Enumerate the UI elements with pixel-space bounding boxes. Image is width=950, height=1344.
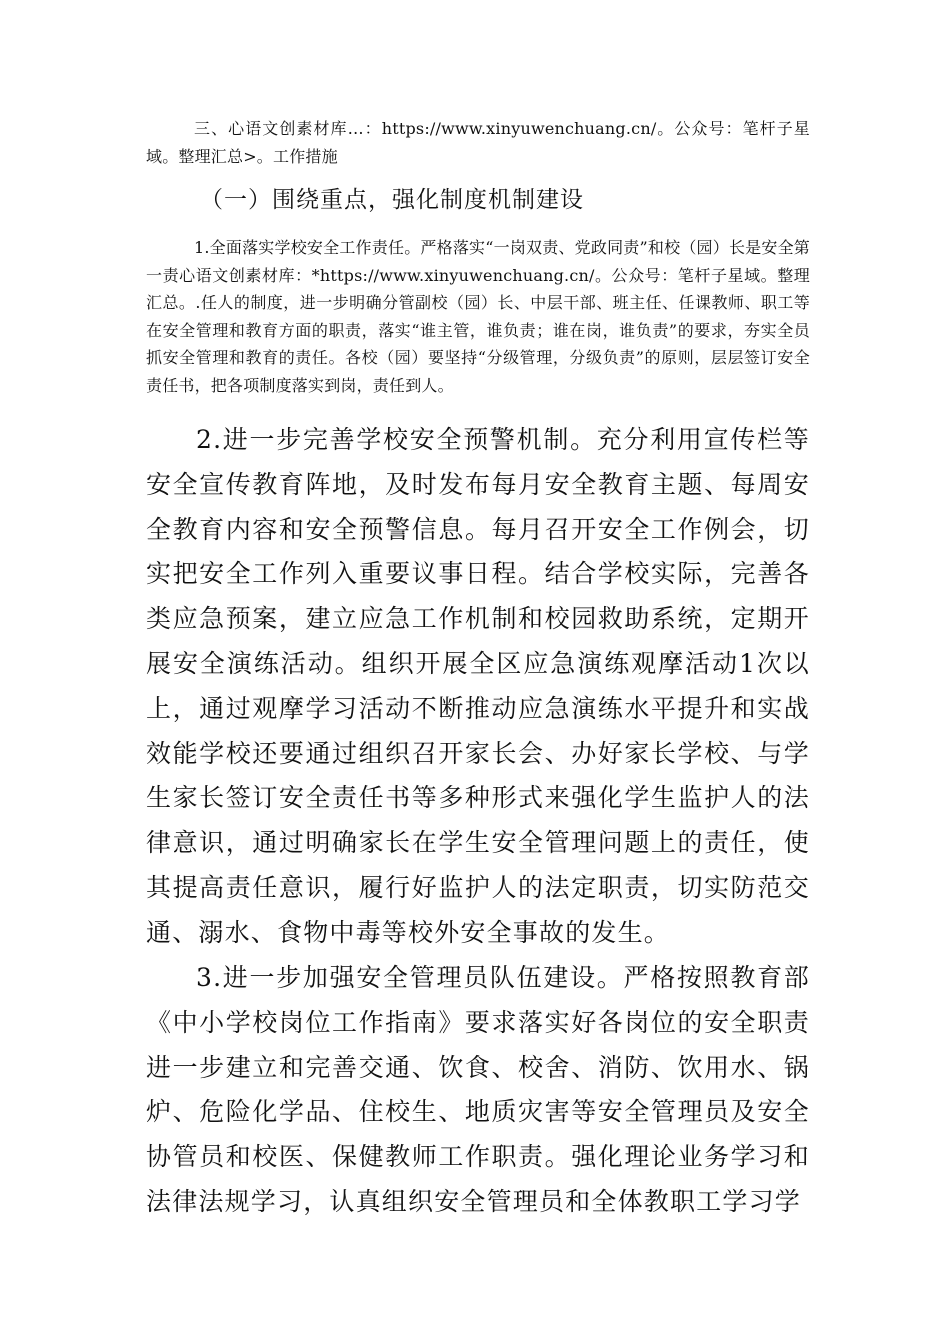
paragraph-1: 1.全面落实学校安全工作责任。严格落实“一岗双责、党政同责”和校（园）长是安全第一责心语文创素材库：*https://www.xinyuwenchuang.cn/。公众号：笔杆子星域。整理汇总。.任人的制度，进一步明确分管副校（园）长、中层干部、班主任、任课教师、职工等在安全管理和教育方面的职责，落实“谁主管，谁负责；谁在岗，谁负责”的要求，夯实全员抓安全管理和教育的责任。各校（园）要坚持“分级管理，分级负责”的原则，层层签订安全责任书，把各项制度落实到岗，责任到人。 xyxy=(146,238,810,395)
paragraph-2: 2.进一步完善学校安全预警机制。充分利用宣传栏等安全宣传教育阵地，及时发布每月安全教育主题、每周安全教育内容和安全预警信息。每月召开安全工作例会，切实把安全工作列入重要议事日程。结合学校实际，完善各类应急预案，建立应急工作机制和校园救助系统，定期开展安全演练活动。组织开展全区应急演练观摩活动1次以上，通过观摩学习活动不断推动应急演练水平提升和实战效能学校还要通过组织召开家长会、办好家长学校、与学生家长签订安全责任书等多种形式来强化学生监护人的法律意识，通过明确家长在学生安全管理问题上的责任，使其提高责任意识，履行好监护人的法定职责，切实防范交通、溺水、食物中毒等校外安全事故的发生。 xyxy=(146,425,810,947)
intro-paragraph: 三、心语文创素材库…：https://www.xinyuwenchuang.cn/。公众号：笔杆子星域。整理汇总>。工作措施 xyxy=(146,119,810,166)
section-heading: （一）围绕重点，强化制度机制建设 xyxy=(200,187,584,213)
paragraph-3: 3.进一步加强安全管理员队伍建设。严格按照教育部《中小学校岗位工作指南》要求落实好各岗位的安全职责进一步建立和完善交通、饮食、校舍、消防、饮用水、锅炉、危险化学品、住校生、地质灾害等安全管理员及安全协管员和校医、保健教师工作职责。强化理论业务学习和法律法规学习，认真组织安全管理员和全体教职工学习学 xyxy=(146,963,810,1216)
